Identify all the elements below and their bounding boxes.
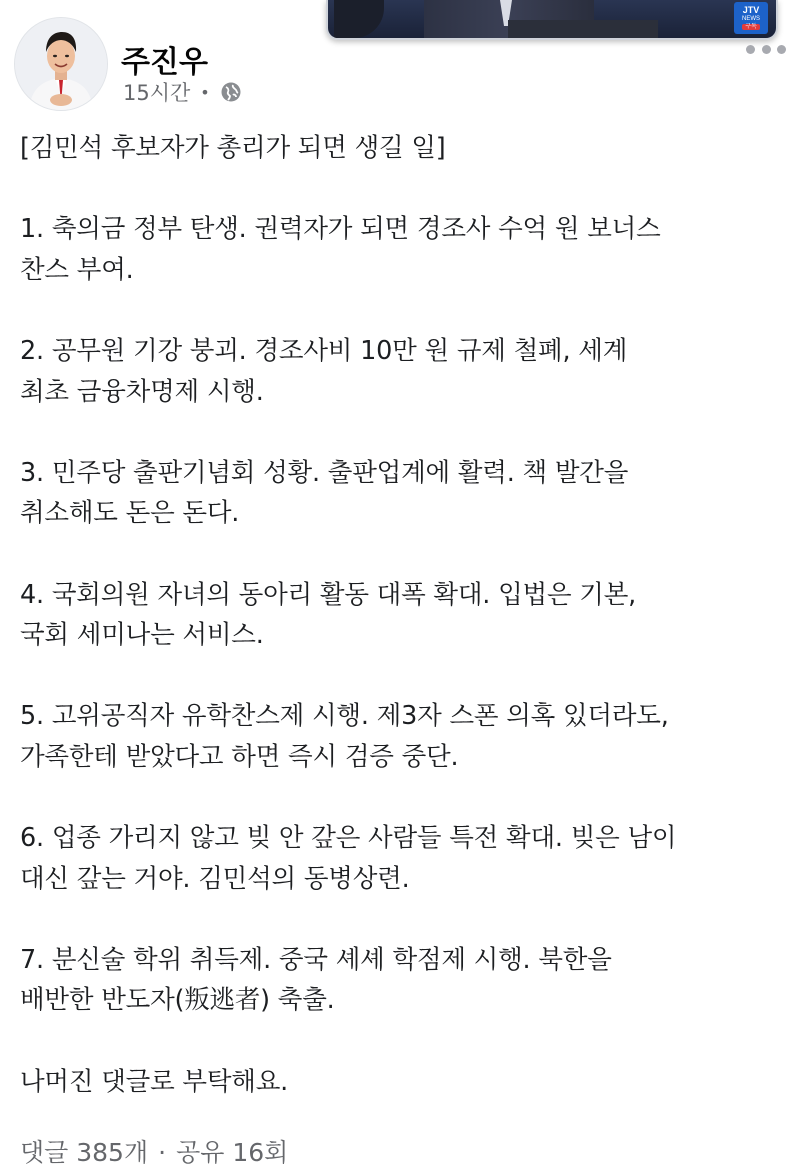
post-closing: 나머진 댓글로 부탁해요. <box>20 1066 289 1097</box>
comment-count[interactable]: 댓글 385개 <box>20 1138 149 1167</box>
list-item <box>20 696 780 777</box>
more-dot <box>777 45 786 54</box>
list-item-line: 취소해도 돈은 돈다. <box>20 498 240 529</box>
list-item-line: 2. 공무원 기강 붕괴. 경조사비 10만 원 규제 철폐, 세계 <box>20 335 628 366</box>
list-item <box>20 818 780 899</box>
channel-logo-subtext: NEWS <box>742 16 760 22</box>
channel-logo-text: JTV <box>742 5 760 15</box>
more-options-icon[interactable] <box>746 41 786 57</box>
list-item-line: 가족한테 받았다고 하면 즉시 검증 중단. <box>20 741 459 772</box>
list-item-line: 5. 고위공직자 유학찬스제 시행. 제3자 스폰 의혹 있더라도, <box>20 701 669 732</box>
meta-separator: • <box>200 82 210 102</box>
list-item <box>20 575 780 656</box>
post-meta <box>123 77 242 107</box>
list-item-line: 대신 갚는 거야. 김민석의 동병상련. <box>20 863 410 894</box>
list-item-line: 최초 금융차명제 시행. <box>20 376 264 407</box>
post-stats <box>20 1133 288 1169</box>
list-item-line: 찬스 부여. <box>20 254 134 285</box>
list-item-line: 국회 세미나는 서비스. <box>20 620 264 651</box>
subscribe-badge[interactable]: 구독 <box>742 24 760 30</box>
globe-icon[interactable] <box>220 81 242 103</box>
more-dot <box>762 45 771 54</box>
stats-separator: · <box>158 1138 167 1167</box>
more-dot <box>746 45 755 54</box>
list-item-line: 1. 축의금 정부 탄생. 권력자가 되면 경조사 수억 원 보너스 <box>20 214 661 245</box>
avatar-photo <box>15 18 107 110</box>
list-item <box>20 209 780 290</box>
list-item <box>20 453 780 534</box>
list-item-line: 7. 분신술 학위 취득제. 중국 셰셰 학점제 시행. 북한을 <box>20 944 612 975</box>
list-item-line: 3. 민주당 출판기념회 성황. 출판업계에 활력. 책 발간을 <box>20 457 629 488</box>
list-item-line: 4. 국회의원 자녀의 동아리 활동 대폭 확대. 입법은 기본, <box>20 579 637 610</box>
post-header <box>14 17 786 113</box>
post-timestamp[interactable]: 15시간 <box>123 81 191 105</box>
list-item <box>20 940 780 1021</box>
share-count[interactable]: 공유 16회 <box>176 1138 289 1167</box>
list-item-line: 배반한 반도자(叛逃者) 축출. <box>20 985 335 1016</box>
avatar[interactable] <box>14 17 108 111</box>
post-text <box>20 128 780 1143</box>
post-title: [김민석 후보자가 총리가 되면 생길 일] <box>20 133 446 163</box>
author-name[interactable]: 주진우 <box>121 45 208 80</box>
list-item-line: 6. 업종 가리지 않고 빚 안 갚은 사람들 특전 확대. 빚은 남이 <box>20 823 677 854</box>
list-item <box>20 331 780 412</box>
